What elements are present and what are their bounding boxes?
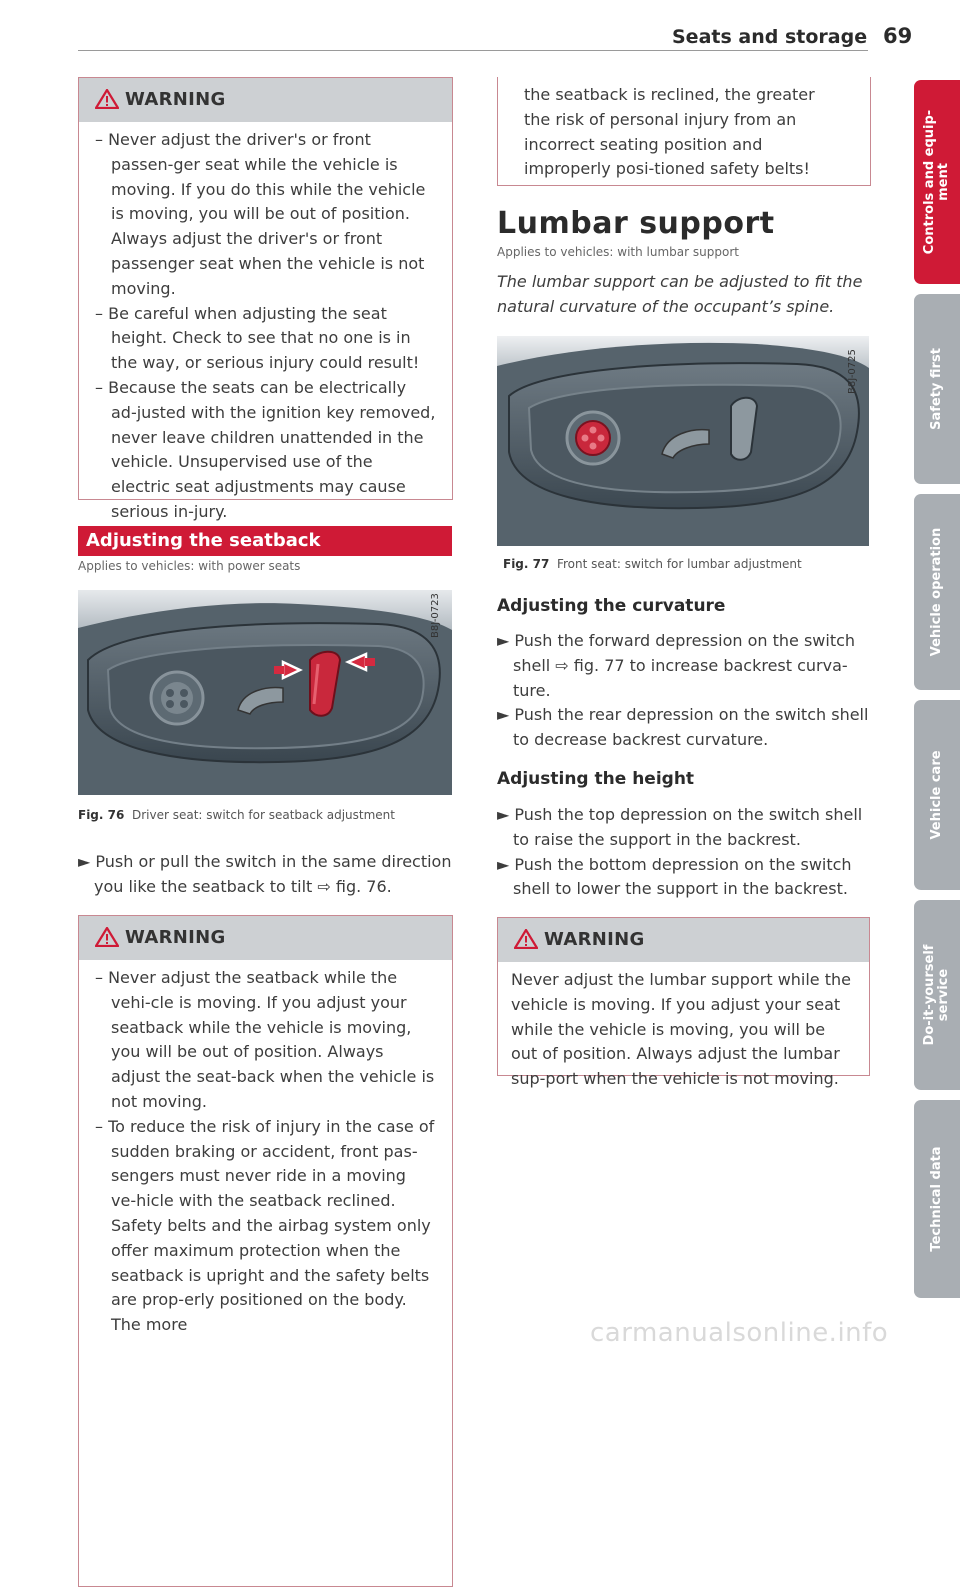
header-title: Seats and storage <box>672 26 868 48</box>
tab-vehicle-operation[interactable] <box>914 494 960 690</box>
applies-to-note: Applies to vehicles: with lumbar support <box>497 245 739 259</box>
tab-label: Technical data <box>929 1146 944 1252</box>
figure-76-seatback-switch <box>78 590 452 795</box>
warning-box-lumbar <box>497 917 870 1089</box>
lumbar-lead-text: The lumbar support can be adjusted to fit the natural curvature of the occupant’s spine. <box>497 272 863 316</box>
watermark: carmanualsonline.info <box>590 1318 889 1348</box>
warning-item: – To reduce the risk of injury in the case of sudden braking or accident, front pas-sengers must never ride in a moving ve-hicle with the seatback reclined. Safety belts and the airbag system only offer maximum protection when the seatback is upright and the safety belts are prop-erly positioned on the body. The more <box>95 1116 435 1335</box>
warning-triangle-icon <box>514 929 538 949</box>
instruction-item: ► Push the bottom depression on the switch shell to lower the support in the backrest. <box>497 854 852 899</box>
warning-title: WARNING <box>125 89 226 110</box>
tab-label: Vehicle operation <box>929 527 944 657</box>
page-number: 69 <box>883 24 913 48</box>
warning-title: WARNING <box>544 929 645 950</box>
tab-safety-first[interactable] <box>914 294 960 484</box>
warning-triangle-icon <box>95 89 119 109</box>
warning-text: Never adjust the lumbar support while the vehicle is moving. If you adjust your seat while the vehicle is moving, you will be out of position. Always adjust the lumbar sup-port when the vehicle is not moving. <box>511 970 851 1089</box>
warning-item: – Never adjust the seatback while the vehi-cle is moving. If you adjust your seatback while the vehicle is moving, you will be out of position. Always adjust the seat-back when the vehicle is not moving. <box>95 968 435 1111</box>
tab-vehicle-care[interactable] <box>914 700 960 890</box>
tab-label: Vehicle care <box>929 750 944 840</box>
figure-caption-76 <box>78 808 395 822</box>
instruction-item: ► Push the rear depression on the switch shell to decrease backrest curvature. <box>497 705 869 750</box>
section-title-lumbar: Lumbar support <box>497 206 775 241</box>
tab-technical-data[interactable] <box>914 1100 960 1298</box>
seatback-instruction: ► Push or pull the switch in the same direction you like the seatback to tilt ⇨ fig. 76. <box>78 852 452 896</box>
figure-label: Fig. 77 <box>503 557 550 571</box>
warning-header <box>498 918 869 962</box>
instruction-item: ► Push the top depression on the switch shell to raise the support in the backrest. <box>497 805 863 849</box>
warning-header <box>79 78 452 122</box>
figure-caption-text: Front seat: switch for lumbar adjustment <box>556 557 802 571</box>
section-heading-bar <box>78 526 452 556</box>
warning-item: – Because the seats can be electrically ad-justed with the ignition key removed, never leave children unattended in the vehicle. Unsupervised use of the electric seat adjustments may cause serious in-jury. <box>95 377 436 521</box>
seatback-switch-illustration <box>78 590 452 795</box>
tab-label: Do-it-yourself service <box>922 944 951 1046</box>
warning-continuation-box <box>497 77 871 186</box>
warning-continuation-text: the seatback is reclined, the greater the risk of personal injury from an incorrect seating position and improperly posi-tioned safety belts! <box>524 85 815 179</box>
warning-triangle-icon <box>95 927 119 947</box>
warning-item: – Be careful when adjusting the seat height. Check to see that no one is in the way, or serious injury could result! <box>95 303 420 373</box>
figure-caption-text: Driver seat: switch for seatback adjustment <box>131 808 395 822</box>
tab-do-it-yourself-service[interactable] <box>914 900 960 1090</box>
curvature-heading: Adjusting the curvature <box>497 596 726 616</box>
section-title: Adjusting the seatback <box>86 530 321 551</box>
warning-title: WARNING <box>125 927 226 948</box>
tab-label: Controls and equip- ment <box>922 109 951 255</box>
instruction-item: ► Push the forward depression on the switch shell ⇨ fig. 77 to increase backrest curva-ture. <box>497 631 856 700</box>
warning-box-seat-adjust <box>78 77 453 521</box>
header-divider <box>78 50 868 51</box>
height-instructions <box>497 803 869 902</box>
figure-caption-77 <box>503 557 802 571</box>
figure-label: Fig. 76 <box>78 808 125 822</box>
figure-code: B8J-0725 <box>847 349 858 394</box>
figure-code: B8J-0723 <box>430 593 441 638</box>
height-heading: Adjusting the height <box>497 769 695 789</box>
warning-header <box>79 916 452 960</box>
warning-item: – Never adjust the driver's or front passen-ger seat while the vehicle is moving. If you do this while the vehicle is moving, you will be out of position. Always adjust the driver's or front passenger seat when the vehicle is not moving. <box>95 130 426 298</box>
curvature-instructions <box>497 629 869 753</box>
tab-label: Safety first <box>929 348 944 430</box>
applies-to-note: Applies to vehicles: with power seats <box>78 559 301 573</box>
tab-controls-and-equipment[interactable] <box>914 80 960 284</box>
warning-box-seatback <box>78 915 453 1587</box>
figure-77-lumbar-switch <box>497 336 869 546</box>
lumbar-switch-illustration <box>497 336 869 546</box>
